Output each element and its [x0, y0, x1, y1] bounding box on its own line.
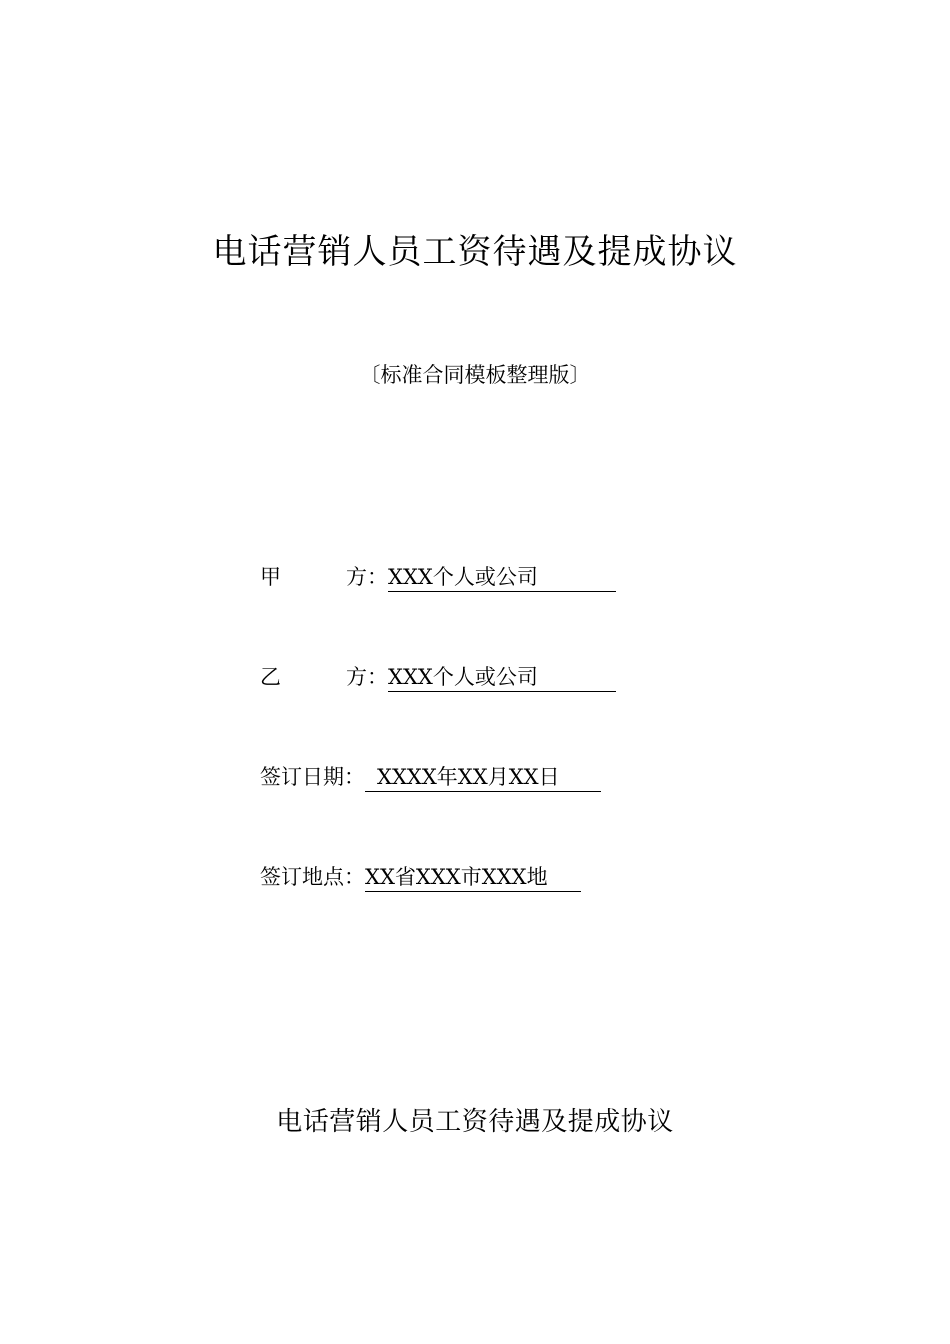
- party-a-field: [260, 558, 616, 592]
- party-a-label: [260, 562, 388, 592]
- signing-place-value: XX省XXX市XXX地: [365, 863, 581, 892]
- signing-date-field: [260, 758, 601, 792]
- party-a-label-right: 方：: [346, 565, 388, 589]
- party-b-label-left: 乙: [260, 665, 281, 689]
- signing-date-value: XXXX年XX月XX日: [365, 763, 601, 792]
- party-b-label-right: 方：: [346, 665, 388, 689]
- party-a-value: XXX个人或公司: [388, 563, 616, 592]
- party-b-value: XXX个人或公司: [388, 663, 616, 692]
- signing-place-field: [260, 858, 581, 892]
- document-title: 电话营销人员工资待遇及提成协议: [212, 232, 738, 272]
- document-subtitle: 〔标准合同模板整理版〕: [359, 363, 591, 387]
- party-b-field: [260, 658, 616, 692]
- party-b-label: [260, 662, 388, 692]
- body-heading: 电话营销人员工资待遇及提成协议: [276, 1107, 674, 1137]
- party-a-label-left: 甲: [260, 565, 281, 589]
- signing-place-label: 签订地点：: [260, 865, 365, 889]
- signing-date-label: 签订日期：: [260, 765, 365, 789]
